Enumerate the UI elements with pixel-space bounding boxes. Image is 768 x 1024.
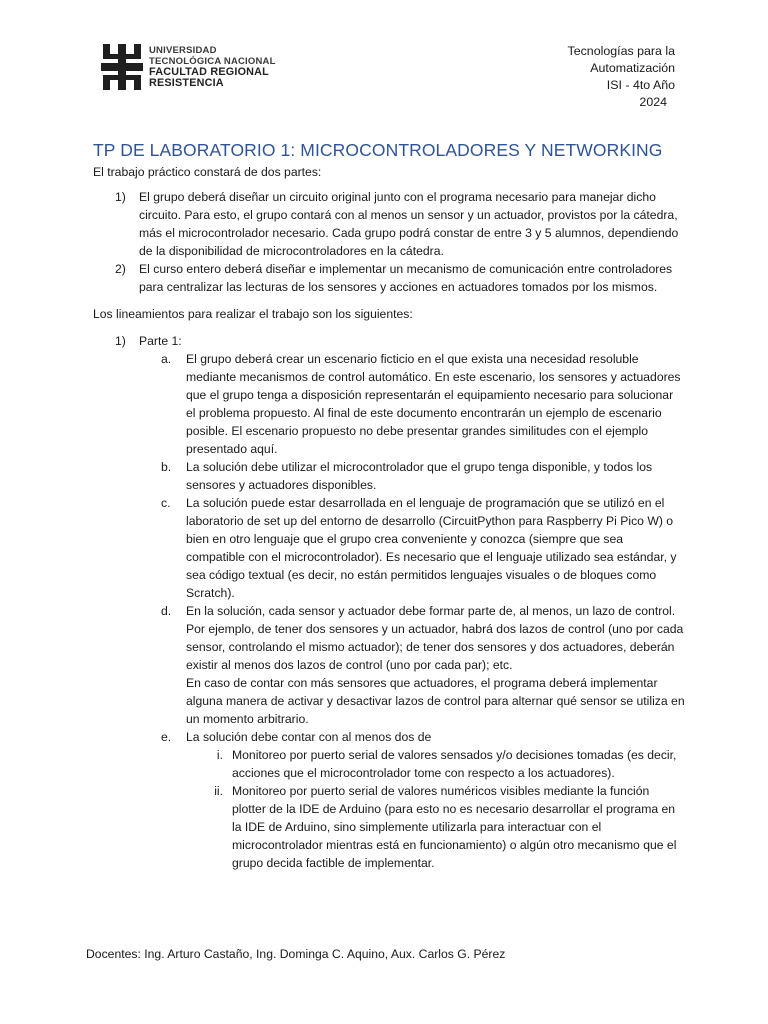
university-logo — [101, 44, 291, 96]
subitem-numeral: i. — [216, 748, 223, 762]
guideline-text: En la solución, cada sensor y actuador debe formar parte de, al menos, un lazo de control. Por ejemplo, de tener dos sensores y un actuador, habrá dos lazos de control (uno por cada sensor, controlando el mismo actuador); de tener dos sensores y dos actuadores, deberán existir al menos dos lazos de control (uno por cada par); etc. — [186, 604, 684, 672]
course-header — [568, 43, 675, 111]
guideline-letter: c. — [161, 496, 171, 510]
guideline-item — [93, 350, 685, 458]
part-item — [93, 188, 685, 260]
guideline-letter: a. — [161, 352, 172, 366]
guideline-letter: d. — [161, 604, 172, 618]
logo-line-1: UNIVERSIDAD — [149, 45, 217, 56]
part-text: El grupo deberá diseñar un circuito original junto con el programa necesario para manejar dicho circuito. Para esto, el grupo contará con al menos un sensor y un actuador, provistos por la cátedra, más el microcontrolador necesario. Cada grupo podrá constar de entre 3 y 5 alumnos, dependiendo de la disponibilidad de microcontroladores en la cátedra. — [139, 190, 679, 258]
guideline-letter: b. — [161, 460, 172, 474]
course-level: ISI - 4to Año — [606, 78, 675, 92]
guideline-part-label: Parte 1: — [139, 334, 182, 348]
docentes-footer: Docentes: Ing. Arturo Castaño, Ing. Dominga C. Aquino, Aux. Carlos G. Pérez — [86, 947, 506, 961]
part-number: 2) — [115, 262, 126, 276]
logo-line-2: TECNOLÓGICA NACIONAL — [149, 55, 276, 67]
utn-logo-icon — [101, 44, 143, 90]
guideline-text: La solución debe utilizar el microcontrolador que el grupo tenga disponible, y todos los sensores y actuadores disponibles. — [186, 460, 653, 492]
part-number: 1) — [115, 190, 126, 204]
guideline-subitem — [93, 782, 685, 872]
part-item — [93, 260, 685, 296]
intro-paragraph: El trabajo práctico constará de dos partes: — [93, 165, 322, 179]
subitem-text: Monitoreo por puerto serial de valores numéricos visibles mediante la función plotter de la IDE de Arduino (para esto no es necesario desarrollar el programa en la IDE de Arduino, sino simplemente utilizarla para interactuar con el microcontrolador mientras está en funcionamiento) o algún otro mecanismo que el grupo decida factible de implementar. — [232, 784, 677, 870]
guideline-text: La solución puede estar desarrollada en el lenguaje de programación que se utilizó en el laboratorio de set up del entorno de desarrollo (CircuitPython para Raspberry Pi Pico W) o bien en otro lenguaje que el grupo crea conveniente y conozca (siempre que sea compatible con el microcontrolador). Es necesario que el lenguaje utilizado sea estándar, y sea código textual (es decir, no están permitidos lenguajes visuales o de bloques como Scratch). — [186, 496, 677, 600]
logo-wordmark — [149, 46, 276, 88]
document-body — [93, 163, 685, 872]
guideline-text: La solución debe contar con al menos dos de — [186, 730, 432, 744]
guideline-letter: e. — [161, 730, 172, 744]
document-title: TP DE LABORATORIO 1: MICROCONTROLADORES Y NETWORKING — [93, 140, 663, 160]
logo-line-4: RESISTENCIA — [149, 76, 224, 89]
course-name-line-1: Tecnologías para la — [567, 44, 675, 58]
guideline-text: El grupo deberá crear un escenario ficticio en el que exista una necesidad resoluble mediante mecanismos de control automático. En este escenario, los sensores y actuadores que el grupo tenga a disposición representarán el equipamiento necesario para solucionar el problema propuesto. Al final de este documento encontrarán un ejemplo de escenario posible. El escenario propuesto no debe presentar grandes similitudes con el ejemplo presentado aquí. — [186, 352, 681, 456]
course-name-line-2: Automatización — [590, 61, 675, 75]
guideline-part-number: 1) — [115, 334, 126, 348]
guideline-part-item — [93, 332, 685, 350]
guideline-item — [93, 494, 685, 602]
guidelines-intro: Los lineamientos para realizar el trabajo son los siguientes: — [93, 307, 413, 321]
part-text: El curso entero deberá diseñar e implementar un mecanismo de comunicación entre controladores para centralizar las lecturas de los sensores y acciones en actuadores tomados por los mismos. — [139, 262, 673, 294]
guideline-subitem — [93, 746, 685, 782]
subitem-text: Monitoreo por puerto serial de valores sensados y/o decisiones tomadas (es decir, acciones que el microcontrolador tome con respecto a los actuadores). — [232, 748, 677, 780]
subitem-numeral: ii. — [214, 784, 223, 798]
guideline-item — [93, 458, 685, 494]
course-year: 2024 — [639, 95, 667, 109]
guideline-item — [93, 602, 685, 728]
logo-line-3: FACULTAD REGIONAL — [149, 66, 269, 79]
guideline-extra-text: En caso de contar con más sensores que actuadores, el programa deberá implementar alguna manera de activar y desactivar lazos de control para alternar qué sensor se utiliza en un momento arbitrario. — [186, 676, 685, 726]
guideline-item — [93, 728, 685, 746]
